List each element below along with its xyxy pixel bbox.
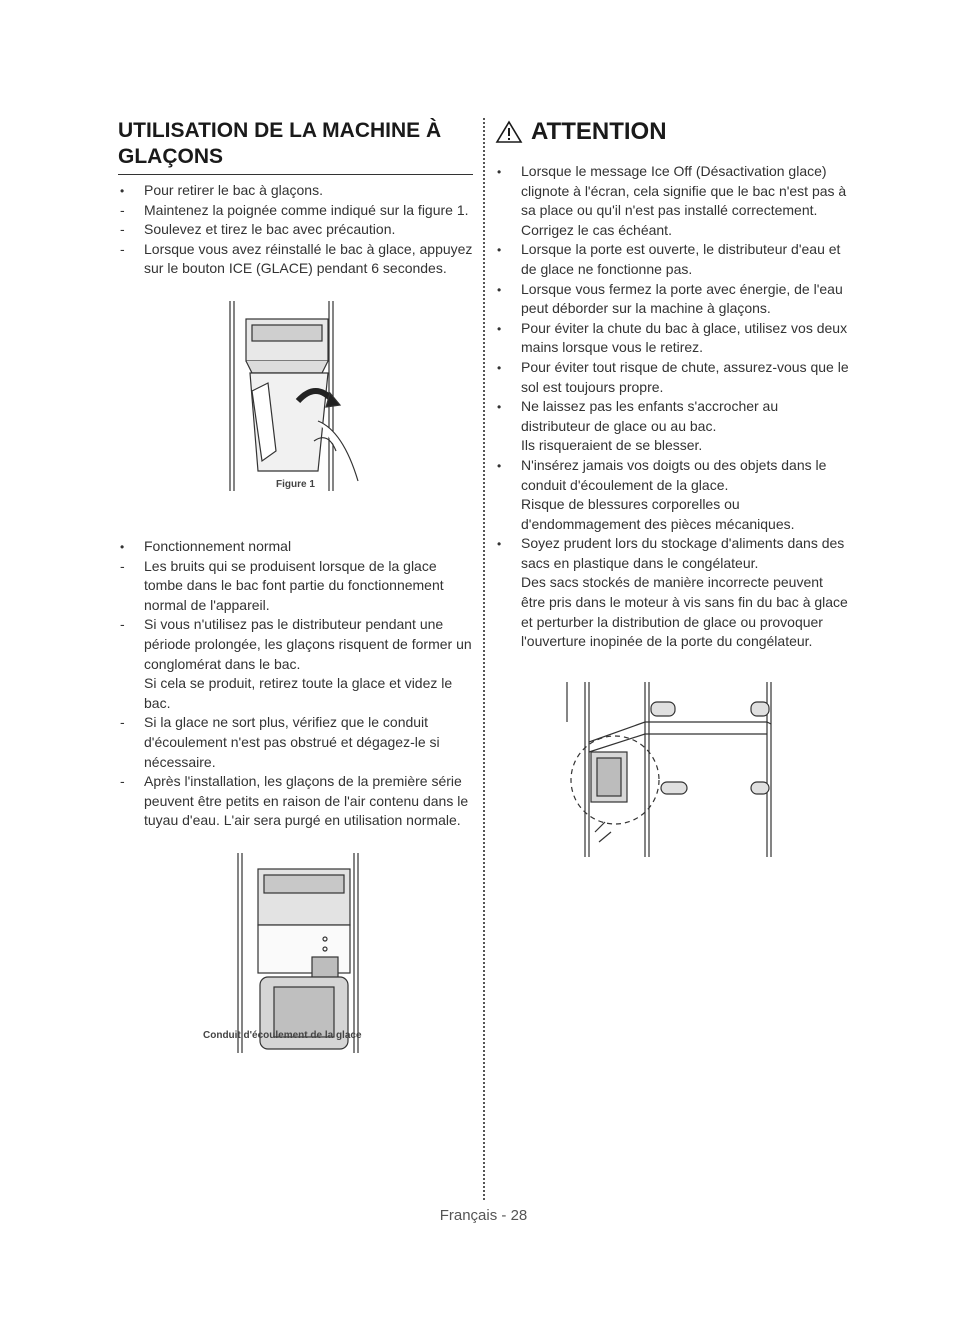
ice-bucket-removal-illustration [118, 301, 473, 501]
right-column [495, 118, 850, 857]
list-item: - Après l'installation, les glaçons de la première série peuvent être petits en raison de l'air contenu dans le tuyau d'eau. L'air sera purgé en utilisation normale. [118, 772, 473, 831]
list-item: • N'insérez jamais vos doigts ou des objets dans le conduit d'écoulement de la glace. Risque de blessures corporelles ou d'endommagement des pièces mécaniques. [495, 456, 850, 534]
section-heading: UTILISATION DE LA MACHINE À GLAÇONS [118, 118, 473, 175]
page-number: Français - 28 [439, 1207, 528, 1224]
list-item: • Lorsque la porte est ouverte, le distributeur d'eau et de glace ne fonctionne pas. [495, 240, 850, 279]
list-item: • Ne laissez pas les enfants s'accrocher au distributeur de glace ou au bac. Ils risqueraient de se blesser. [495, 397, 850, 456]
list-item: - Si vous n'utilisez pas le distributeur pendant une période prolongée, les glaçons risquent de former un conglomérat dans le bac. Si cela se produit, retirez toute la glace et videz le bac. [118, 615, 473, 713]
list-item: • Pour éviter tout risque de chute, assurez-vous que le sol est toujours propre. [495, 358, 850, 397]
ice-chute-illustration [118, 853, 473, 1053]
figure-1 [118, 301, 473, 531]
list-item: • Lorsque vous fermez la porte avec énergie, de l'eau peut déborder sur la machine à glaçons. [495, 280, 850, 319]
list-item: • Pour retirer le bac à glaçons. [118, 181, 473, 201]
normal-operation-list [118, 537, 473, 831]
list-item: - Maintenez la poignée comme indiqué sur la figure 1. [118, 201, 473, 221]
figure-caption: Conduit d'écoulement de la glace [203, 1029, 362, 1041]
list-item: - Si la glace ne sort plus, vérifiez que le conduit d'écoulement n'est pas obstrué et dégagez-le si nécessaire. [118, 713, 473, 772]
figure-2 [118, 853, 473, 1053]
list-item: - Lorsque vous avez réinstallé le bac à glace, appuyez sur le bouton ICE (GLACE) pendant 6 secondes. [118, 240, 473, 279]
list-item: - Les bruits qui se produisent lorsque de la glace tombe dans le bac font partie du fonctionnement normal de l'appareil. [118, 557, 473, 616]
attention-heading: ATTENTION [495, 118, 850, 146]
column-divider [483, 118, 485, 1200]
freezer-door-illustration [495, 682, 850, 857]
list-item: • Lorsque le message Ice Off (Désactivation glace) clignote à l'écran, cela signifie que le bac n'est pas à sa place ou qu'il n'est pas installé correctement. Corrigez le cas échéant. [495, 162, 850, 240]
attention-list [495, 162, 850, 652]
list-item: • Soyez prudent lors du stockage d'aliments dans des sacs en plastique dans le congélateur. Des sacs stockés de manière incorrecte peuvent être pris dans le moteur à vis sans fin du bac à glace et perturber la distribution de glace ou provoquer l'ouverture inopinée de la porte du congélateur. [495, 534, 850, 652]
warning-triangle-icon [495, 120, 523, 144]
figure-caption: Figure 1 [276, 478, 315, 490]
list-item: - Soulevez et tirez le bac avec précaution. [118, 220, 473, 240]
removal-list [118, 181, 473, 279]
figure-3 [495, 682, 850, 857]
list-item: • Fonctionnement normal [118, 537, 473, 557]
left-column [118, 118, 473, 1053]
list-item: • Pour éviter la chute du bac à glace, utilisez vos deux mains lorsque vous le retirez. [495, 319, 850, 358]
